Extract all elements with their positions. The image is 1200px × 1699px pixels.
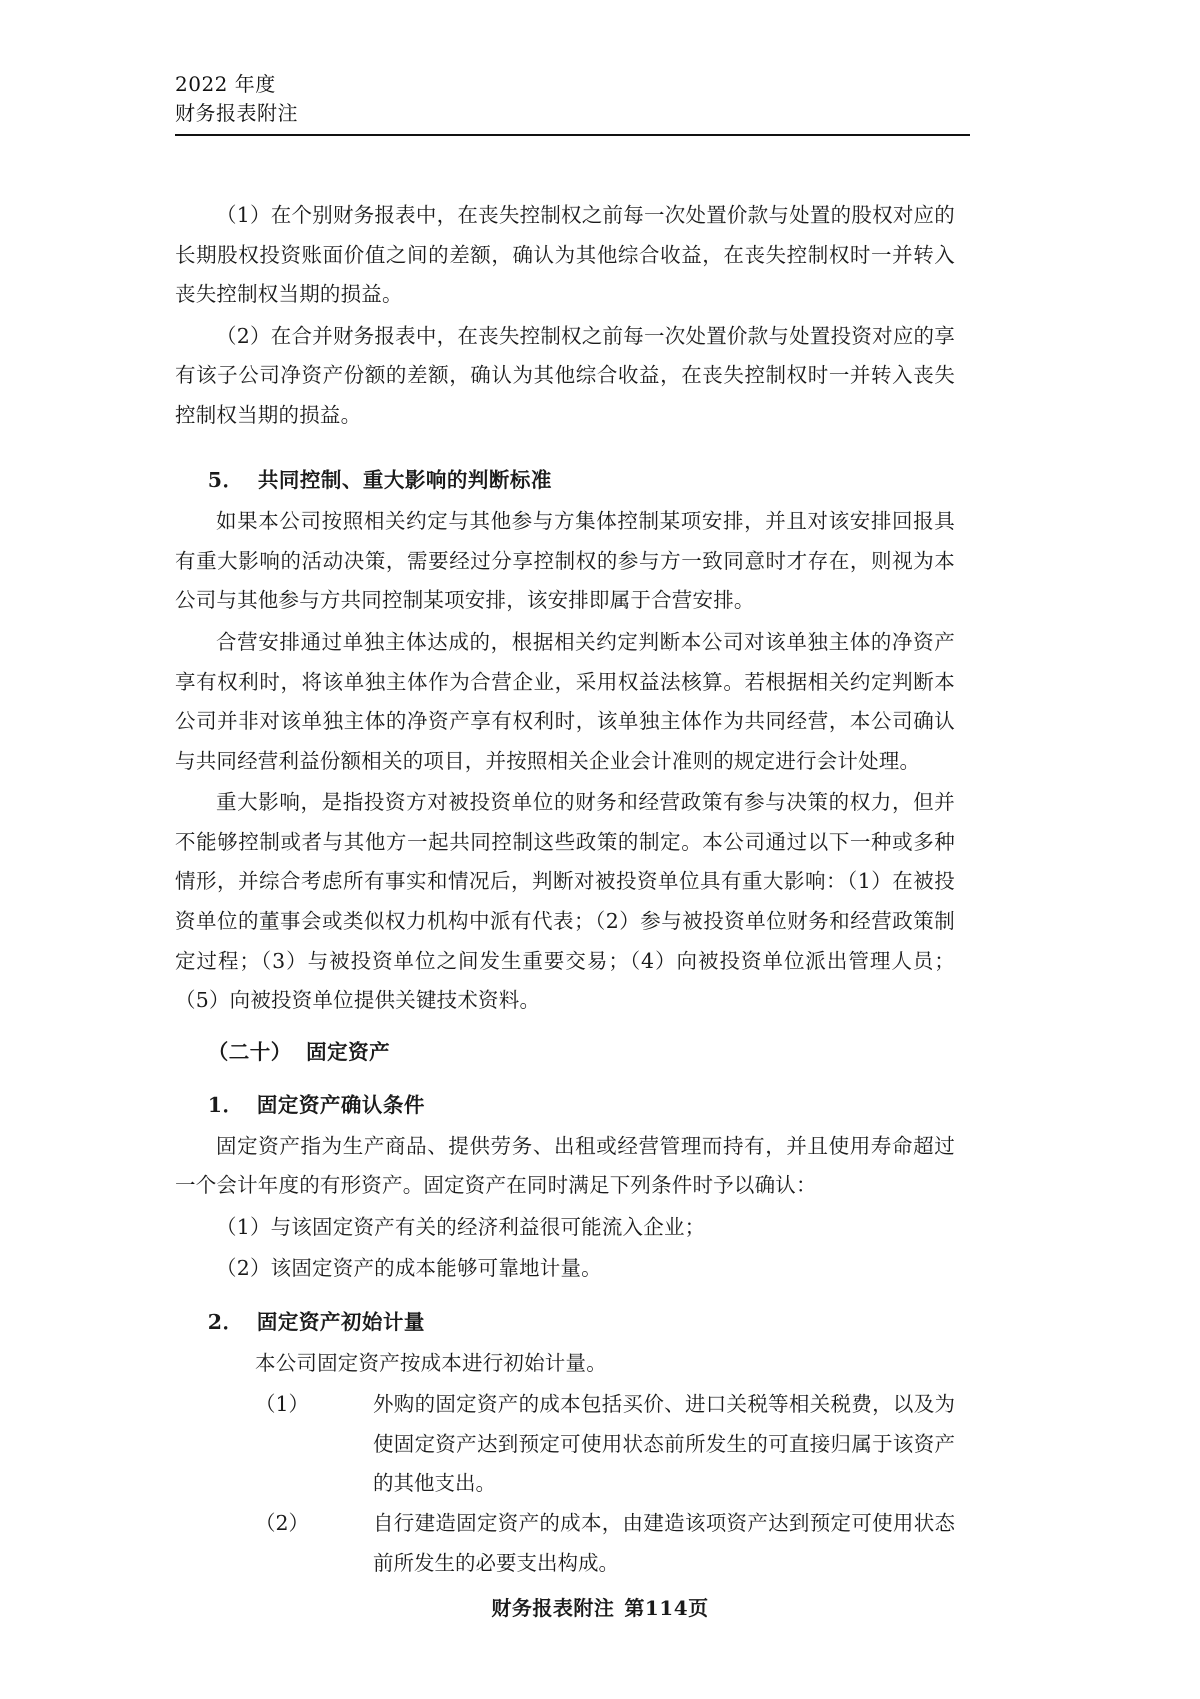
paragraph-8: （2）该固定资产的成本能够可靠地计量。 — [216, 1256, 602, 1281]
footer-page-number: 第114页 — [624, 1596, 709, 1620]
list-item — [255, 1385, 955, 1504]
heading-section-20 — [175, 1033, 955, 1072]
heading-2 — [175, 1303, 955, 1342]
heading-2-number: 2． — [207, 1309, 244, 1334]
document-body — [175, 196, 955, 1583]
heading-section-20-text: 固定资产 — [306, 1039, 391, 1064]
page-footer — [0, 1592, 1200, 1621]
page-header — [175, 70, 1052, 136]
paragraph-2: （2）在合并财务报表中，在丧失控制权之前每一次处置价款与处置投资对应的享有该子公司净资产份额的差额，确认为其他综合收益，在丧失控制权时一并转入丧失控制权当期的损益。 — [175, 323, 955, 427]
initial-measurement-block — [175, 1344, 955, 1583]
paragraph-4: 合营安排通过单独主体达成的，根据相关约定判断本公司对该单独主体的净资产享有权利时，将该单独主体作为合营企业，采用权益法核算。若根据相关约定判断本公司并非对该单独主体的净资产享有权利时，该单独主体作为共同经营，本公司确认与共同经营利益份额相关的项目，并按照相关企业会计准则的规定进行会计处理。 — [175, 630, 955, 773]
heading-2-text: 固定资产初始计量 — [256, 1309, 425, 1334]
paragraph-1: （1）在个别财务报表中，在丧失控制权之前每一次处置价款与处置的股权对应的长期股权投资账面价值之间的差额，确认为其他综合收益，在丧失控制权时一并转入丧失控制权当期的损益。 — [175, 203, 955, 307]
paragraph-7: （1）与该固定资产有关的经济利益很可能流入企业； — [216, 1214, 706, 1239]
heading-section-20-number: （二十） — [207, 1039, 292, 1064]
heading-5-number: 5． — [207, 468, 244, 493]
header-year: 2022 年度 — [175, 72, 276, 96]
heading-1 — [175, 1086, 955, 1125]
paragraph-9: 本公司固定资产按成本进行初始计量。 — [255, 1350, 607, 1375]
list-item — [255, 1504, 955, 1583]
paragraph-5: 重大影响，是指投资方对被投资单位的财务和经营政策有参与决策的权力，但并不能够控制或者与其他方一起共同控制这些政策的制定。本公司通过以下一种或多种情形，并综合考虑所有事实和情况后，判断对被投资单位具有重大影响：（1）在被投资单位的董事会或类似权力机构中派有代表；（2）参与被投资单位财务和经营政策制定过程；（3）与被投资单位之间发生重要交易；（4）向被投资单位派出管理人员；（5）向被投资单位提供关键技术资料。 — [175, 790, 955, 1013]
heading-1-number: 1． — [207, 1092, 244, 1117]
heading-1-text: 固定资产确认条件 — [256, 1092, 425, 1117]
list-item-text-2: 自行建造固定资产的成本，由建造该项资产达到预定可使用状态前所发生的必要支出构成。 — [373, 1510, 955, 1575]
list-item-label-1: （1） — [255, 1392, 310, 1417]
paragraph-6: 固定资产指为生产商品、提供劳务、出租或经营管理而持有，并且使用寿命超过一个会计年度的有形资产。固定资产在同时满足下列条件时予以确认： — [175, 1133, 955, 1198]
heading-5 — [175, 461, 955, 500]
heading-5-text: 共同控制、重大影响的判断标准 — [257, 468, 552, 493]
footer-label: 财务报表附注 — [491, 1596, 615, 1620]
list-item-text-1: 外购的固定资产的成本包括买价、进口关税等相关税费，以及为使固定资产达到预定可使用状态前所发生的可直接归属于该资产的其他支出。 — [373, 1392, 955, 1496]
list-item-label-2: （2） — [255, 1510, 310, 1535]
header-title: 财务报表附注 — [175, 101, 298, 125]
header-divider — [175, 134, 970, 136]
paragraph-3: 如果本公司按照相关约定与其他参与方集体控制某项安排，并且对该安排回报具有重大影响的活动决策，需要经过分享控制权的参与方一致同意时才存在，则视为本公司与其他参与方共同控制某项安排，该安排即属于合营安排。 — [175, 509, 955, 613]
